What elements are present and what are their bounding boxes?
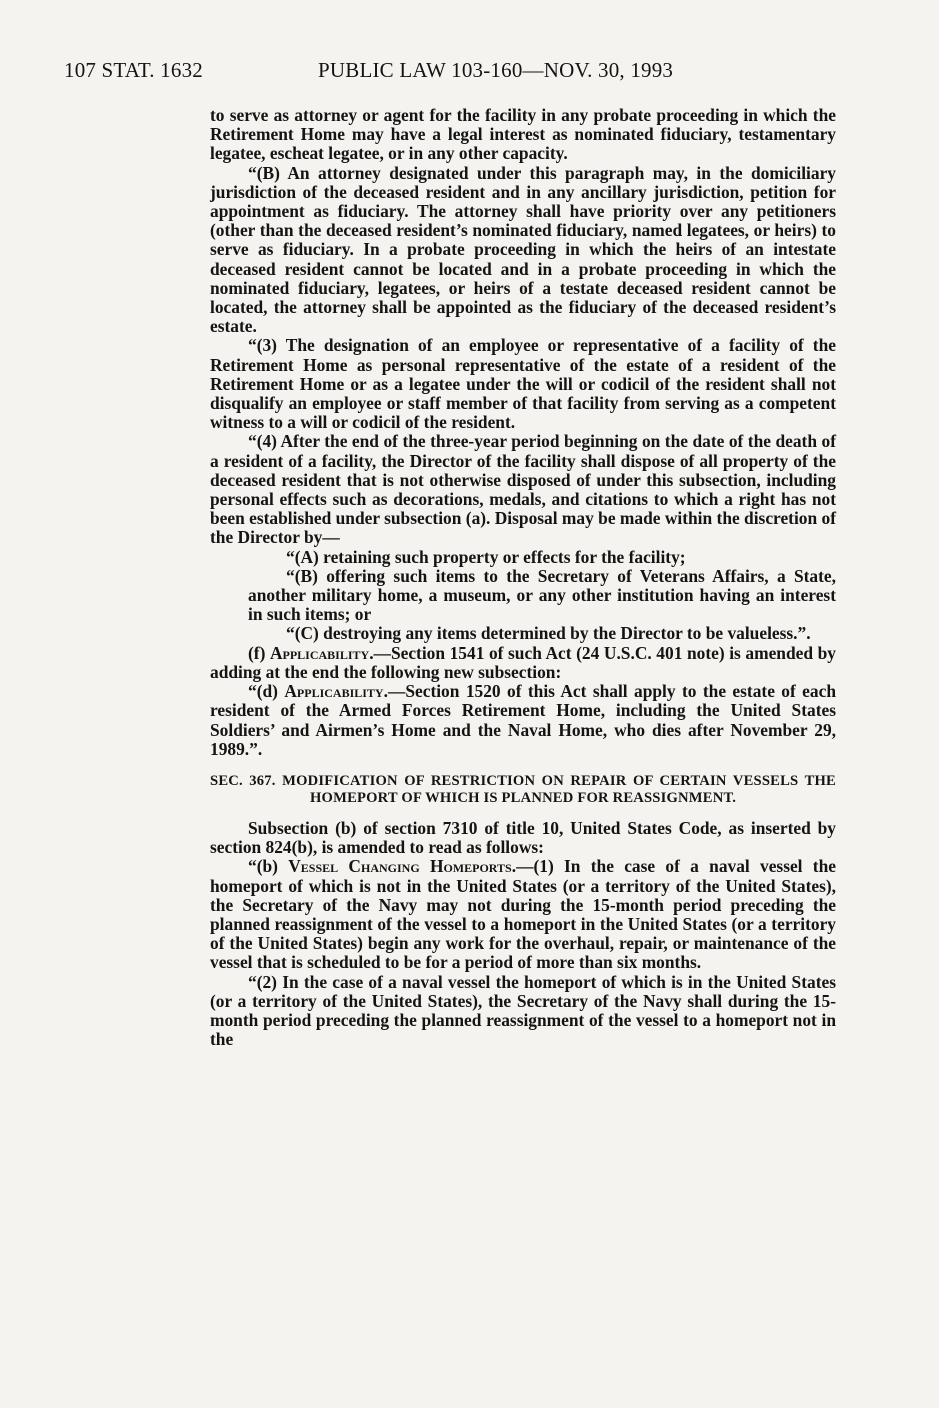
paragraph-2b: “(B) An attorney designated under this paragraph may, in the domiciliary jurisdiction of the deceased resident and in any ancillary jurisdiction, petition for appointment as fiduciary. The attorney shall have priority over any petitioners (other than the deceased resident’s nominated fiduciary, named legatees, or heirs) to serve as fiduciary. In a probate proceeding in which the heirs of an intestate deceased resident cannot be located and in a probate proceeding in which the nominated fiduciary, legatees, or heirs of a testate deceased resident cannot be located, the attorney shall be appointed as the fiduciary of the deceased resident’s estate.: [210, 162, 836, 337]
subsection-b: [210, 857, 836, 972]
subparagraph-b: “(B) offering such items to the Secretary of Veterans Affairs, a State, another military home, a museum, or any other institution having an interest in such items; or: [248, 565, 836, 625]
subsection-d-text: —Section 1520 of this Act shall apply to the estate of each resident of the Armed Forces Retirement Home, including the United States Soldiers’ and Airmen’s Home and the Naval Home, who dies after November 29, 1989.”.: [210, 681, 836, 759]
subsection-b-text: —(1) In the case of a naval vessel the homeport of which is not in the United States (or a territory of the United States), the Secretary of the Navy may not during the 15-month period preceding the planned reassignment of the vessel to a homeport in the United States (or a territory of the United States) begin any work for the overhaul, repair, or maintenance of the vessel that is scheduled to be for a period of more than six months.: [210, 856, 836, 973]
paragraph-b2: “(2) In the case of a naval vessel the homeport of which is in the United States (or a territory of the United States), the Secretary of the Navy shall during the 15-month period preceding the planned reassignment of the vessel to a homeport not in the: [210, 971, 836, 1050]
paragraph-amendment-intro: Subsection (b) of section 7310 of title 10, United States Code, as inserted by section 824(b), is amended to read as follows:: [210, 817, 836, 858]
paragraph-4: “(4) After the end of the three-year period beginning on the date of the death of a resident of a facility, the Director of the facility shall dispose of all property of the deceased resident that is not otherwise disposed of under this subsection, including personal effects such as decorations, medals, and citations to which a right has not been established under subsection (a). Disposal may be made within the discretion of the Director by—: [210, 431, 836, 548]
paragraph-3: “(3) The designation of an employee or representative of a facility of the Retirement Home as personal representative of the estate of a resident of the Retirement Home or as a legatee under the will or codicil of the resident shall not disqualify an employee or staff member of that facility from serving as a competent witness to a will or codicil of the resident.: [210, 335, 836, 433]
subsection-f: [210, 644, 836, 682]
subsection-b-label: “(b): [248, 856, 289, 877]
subparagraph-a: “(A) retaining such property or effects for the facility;: [286, 546, 686, 567]
subsection-d-label: “(d): [248, 681, 285, 702]
subsection-d: [210, 682, 836, 759]
subsection-f-text: —Section 1541 of such Act (24 U.S.C. 401 note) is amended by adding at the end the following new subsection:: [210, 642, 836, 682]
subsection-f-caption: Applicability.: [269, 642, 374, 663]
subsection-d-caption: Applicability.: [284, 681, 388, 702]
section-heading: SEC. 367. MODIFICATION OF RESTRICTION ON REPAIR OF CERTAIN VESSELS THE HOMEPORT OF WHICH IS PLANNED FOR REASSIGNMENT.: [210, 772, 836, 807]
stat-page-reference: 107 STAT. 1632: [64, 58, 203, 82]
statute-body: [210, 106, 836, 1049]
public-law-title: PUBLIC LAW 103-160—NOV. 30, 1993: [318, 58, 674, 82]
paragraph-continuation: to serve as attorney or agent for the facility in any probate proceeding in which the Retirement Home may have a legal interest as nominated fiduciary, testamentary legatee, escheat legatee, or in any other capacity.: [210, 105, 836, 164]
subparagraph-c: “(C) destroying any items determined by the Director to be valueless.”.: [286, 623, 811, 644]
subsection-f-label: (f): [248, 642, 270, 663]
subsection-b-caption: Vessel Changing Homeports.: [288, 856, 517, 877]
